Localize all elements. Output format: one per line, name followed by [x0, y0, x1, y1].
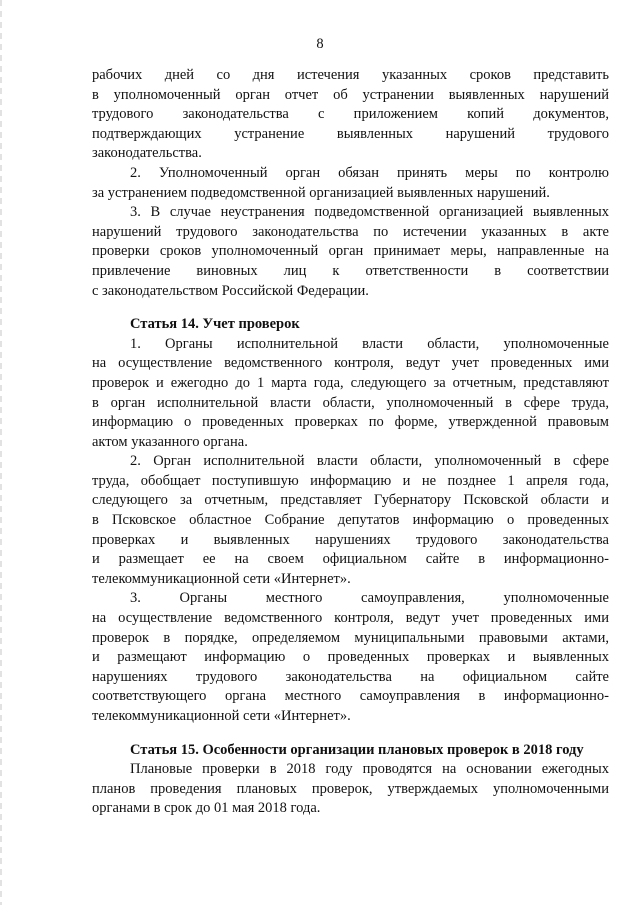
- text-line: актом указанного органа.: [92, 433, 248, 450]
- text-line: рабочих дней со дня истечения указанных сроков представить: [92, 67, 609, 83]
- text-line: и размещают информацию о проведенных проверках и выявленных: [92, 649, 609, 666]
- document-body: [92, 66, 609, 819]
- text-line: Плановые проверки в 2018 году проводятся на основании ежегодных: [130, 761, 609, 778]
- text-line: информацию о проведенных проверках по форме, утвержденной правовым: [92, 414, 609, 431]
- text-line: 3. Органы местного самоуправления, уполномоченные: [130, 590, 609, 607]
- paragraph-continuation: [92, 66, 609, 164]
- text-line: следующего за отчетным, представляет Губернатору Псковской области и: [92, 492, 609, 509]
- text-line: в орган исполнительной власти области, уполномоченный в сфере труда,: [92, 394, 609, 411]
- text-line: соответствующего органа местного самоуправления в информационно-: [92, 688, 609, 705]
- article-15-heading: Статья 15. Особенности организации плановых проверок в 2018 году: [130, 741, 584, 758]
- text-line: с законодательством Российской Федерации.: [92, 282, 369, 299]
- text-line: подтверждающих устранение выявленных нарушений трудового: [92, 125, 609, 142]
- article-14-paragraph-1: [92, 335, 609, 453]
- text-line: 2. Орган исполнительной власти области, уполномоченный в сфере: [130, 453, 609, 470]
- article-15-paragraph-1: [92, 760, 609, 819]
- text-line: и размещает ее на своем официальном сайте в информационно-: [92, 551, 609, 568]
- text-line: проверках и выявленных нарушениях трудового законодательства: [92, 531, 609, 548]
- text-line: в Псковское областное Собрание депутатов информацию о проведенных: [92, 512, 609, 529]
- text-line: трудового законодательства с приложением копий документов,: [92, 106, 609, 123]
- scan-edge: [0, 0, 2, 905]
- text-line: на осуществление ведомственного контроля, ведут учет проведенных ими: [92, 610, 609, 627]
- paragraph-item-3: [92, 203, 609, 301]
- text-line: на осуществление ведомственного контроля, ведут учет проведенных ими: [92, 355, 609, 372]
- text-line: труда, обобщает поступившую информацию и не позднее 1 апреля года,: [92, 472, 609, 489]
- text-line: 3. В случае неустранения подведомственной организацией выявленных: [130, 204, 609, 221]
- text-line: проверок и ежегодно до 1 марта года, следующего за отчетным, представляют: [92, 374, 609, 391]
- text-line: нарушений трудового законодательства по истечении указанных в акте: [92, 223, 609, 240]
- paragraph-item-2: [92, 164, 609, 203]
- text-line: за устранением подведомственной организацией выявленных нарушений.: [92, 184, 550, 201]
- text-line: 1. Органы исполнительной власти области, уполномоченные: [130, 335, 609, 352]
- text-line: телекоммуникационной сети «Интернет».: [92, 570, 351, 587]
- text-line: нарушениях трудового законодательства на официальном сайте: [92, 668, 609, 685]
- text-line: проверки сроков уполномоченный орган принимает меры, направленные на: [92, 243, 609, 260]
- text-line: проверок в порядке, определяемом муниципальными правовыми актами,: [92, 629, 609, 646]
- text-line: планов проведения плановых проверок, утверждаемых уполномоченными: [92, 780, 609, 797]
- article-14-paragraph-2: [92, 452, 609, 589]
- article-14-heading: Статья 14. Учет проверок: [130, 316, 300, 333]
- text-line: телекоммуникационной сети «Интернет».: [92, 708, 351, 724]
- text-line: законодательства.: [92, 145, 202, 162]
- text-line: органами в срок до 01 мая 2018 года.: [92, 800, 321, 817]
- text-line: 2. Уполномоченный орган обязан принять меры по контролю: [130, 164, 609, 181]
- page-number: 8: [316, 36, 324, 52]
- text-line: в уполномоченный орган отчет об устранении выявленных нарушений: [92, 86, 609, 103]
- text-line: привлечение виновных лиц к ответственности в соответствии: [92, 262, 609, 279]
- article-14-paragraph-3: [92, 589, 609, 726]
